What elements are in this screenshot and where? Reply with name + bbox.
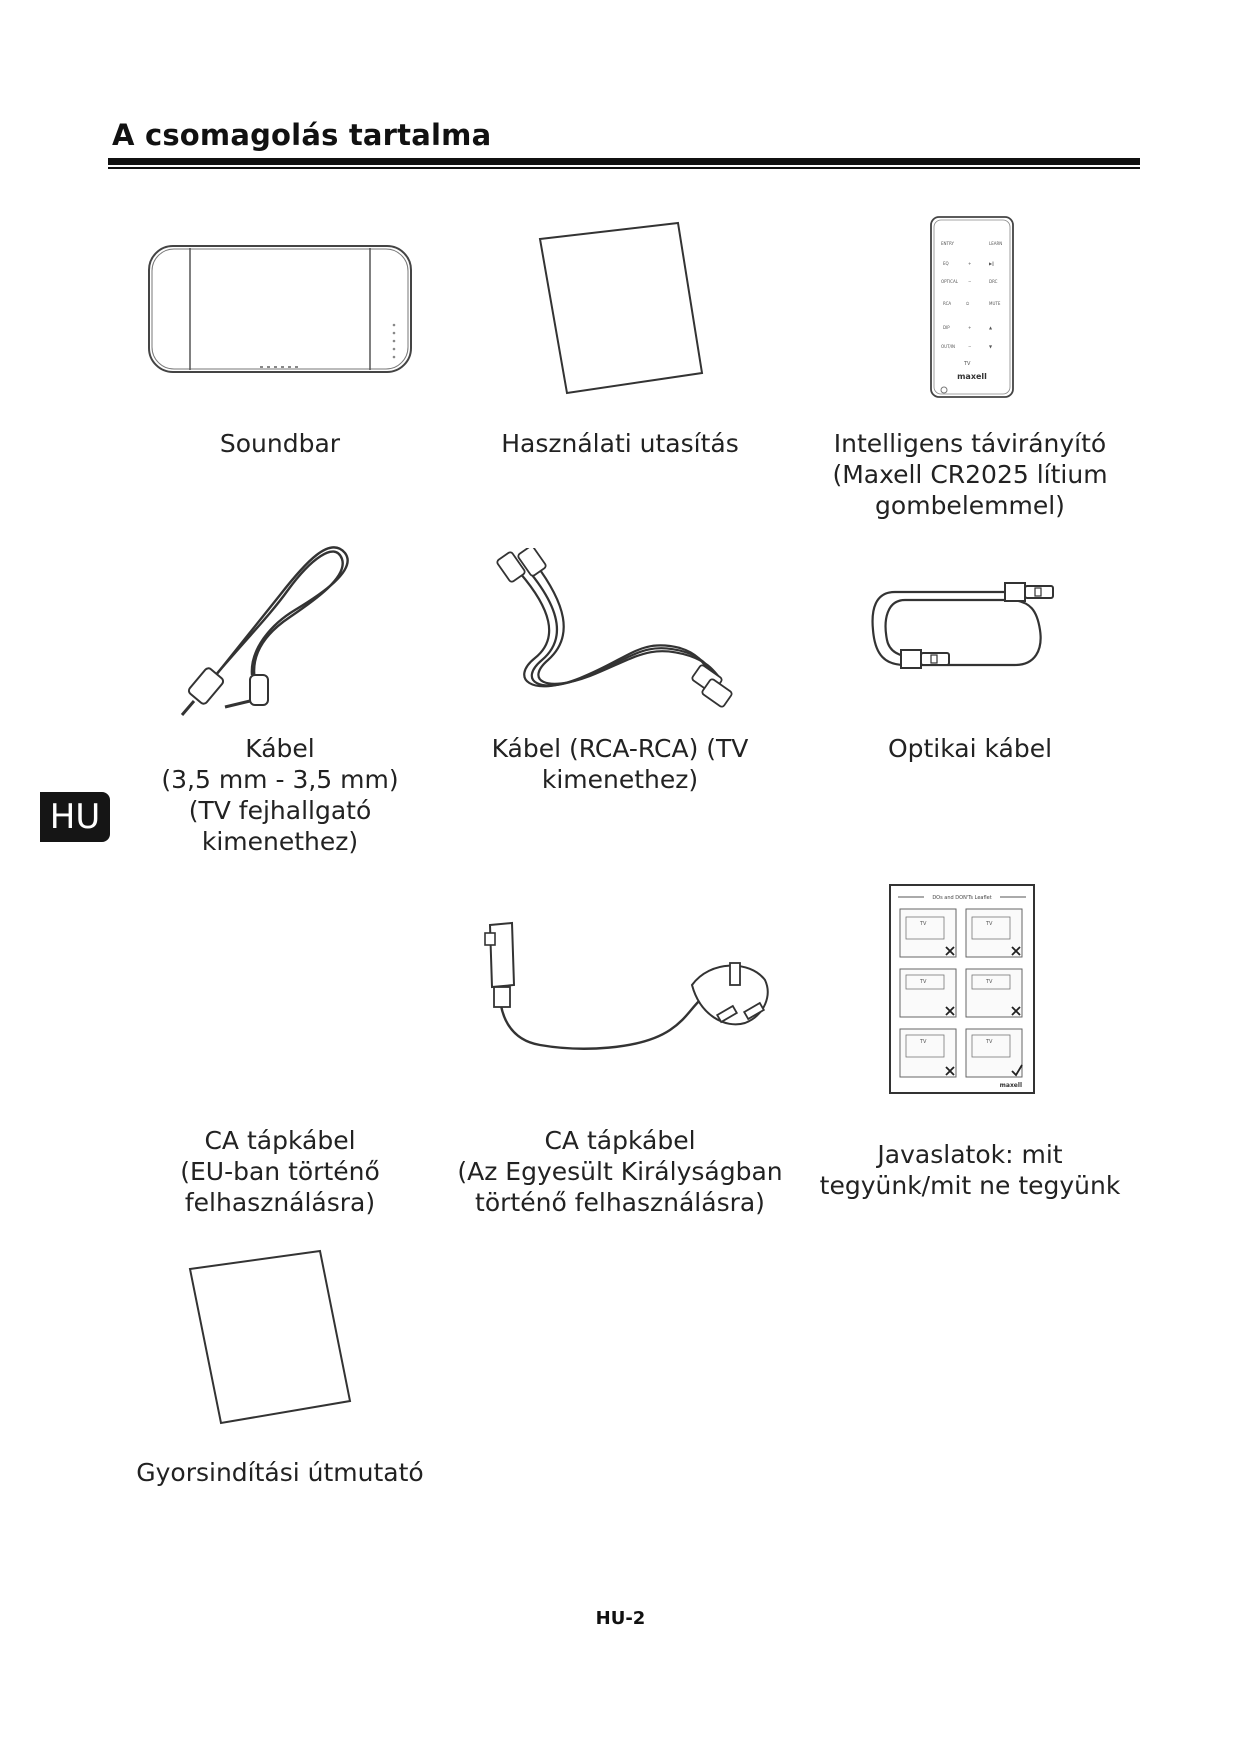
item-caption-rca-cable: Kábel (RCA-RCA) (TV kimenethez) bbox=[491, 734, 749, 794]
svg-text:OUT/IN: OUT/IN bbox=[941, 344, 956, 349]
svg-text:TV: TV bbox=[986, 979, 993, 985]
svg-text:TV: TV bbox=[920, 979, 927, 985]
svg-text:EQ: EQ bbox=[943, 261, 949, 266]
item-caption-eu-power-cable: CA tápkábel (EU-ban történő felhasználásra) bbox=[180, 1126, 380, 1217]
svg-text:ENTRY: ENTRY bbox=[941, 241, 954, 246]
uk-power-cable-illustration bbox=[480, 915, 780, 1065]
svg-text:TV: TV bbox=[986, 921, 993, 927]
item-caption-manual: Használati utasítás bbox=[501, 429, 739, 458]
svg-text:TV: TV bbox=[986, 1039, 993, 1045]
svg-text:RCA: RCA bbox=[943, 301, 952, 306]
svg-text:TV: TV bbox=[920, 1039, 927, 1045]
soundbar-illustration bbox=[140, 235, 420, 385]
item-caption-optical-cable: Optikai kábel bbox=[887, 734, 1053, 763]
remote-brand-logo: maxell bbox=[957, 372, 987, 381]
language-tab: HU bbox=[40, 792, 110, 842]
manual-sheet-illustration bbox=[530, 215, 710, 395]
remote-tv-label: TV bbox=[964, 361, 971, 367]
page-number: HU-2 bbox=[595, 1608, 646, 1629]
dos-donts-leaflet-illustration bbox=[888, 883, 1036, 1095]
svg-text:▲: ▲ bbox=[989, 325, 993, 330]
leaflet-brand-logo: maxell bbox=[999, 1082, 1022, 1089]
leaflet-header: DOs and DON'Ts Leaflet bbox=[932, 895, 992, 901]
svg-text:TV: TV bbox=[920, 921, 927, 927]
svg-text:DRC: DRC bbox=[989, 279, 998, 284]
svg-text:OPTICAL: OPTICAL bbox=[941, 279, 958, 284]
remote-control-illustration bbox=[925, 213, 1020, 403]
svg-text:MUTE: MUTE bbox=[989, 301, 1001, 306]
rca-cable-illustration bbox=[490, 548, 740, 708]
svg-text:+: + bbox=[968, 261, 972, 266]
svg-text:⏻: ⏻ bbox=[966, 301, 970, 306]
aux-cable-illustration bbox=[170, 525, 370, 725]
item-caption-dos-donts: Javaslatok: mit tegyünk/mit ne tegyünk bbox=[819, 1140, 1121, 1200]
svg-text:−: − bbox=[968, 344, 972, 349]
page-title: A csomagolás tartalma bbox=[112, 118, 492, 152]
optical-cable-illustration bbox=[865, 570, 1065, 685]
title-rule bbox=[108, 158, 1140, 165]
svg-text:+: + bbox=[968, 325, 972, 330]
item-caption-quick-start: Gyorsindítási útmutató bbox=[136, 1458, 424, 1487]
item-caption-soundbar: Soundbar bbox=[219, 429, 341, 458]
item-caption-uk-power-cable: CA tápkábel (Az Egyesült Királyságban történő felhasználásra) bbox=[457, 1126, 783, 1217]
svg-text:▼: ▼ bbox=[989, 344, 993, 349]
svg-text:▶‖: ▶‖ bbox=[989, 261, 995, 266]
title-rule-thin bbox=[108, 167, 1140, 169]
svg-text:−: − bbox=[968, 279, 972, 284]
item-caption-remote: Intelligens távirányító (Maxell CR2025 lítium gombelemmel) bbox=[832, 429, 1108, 520]
svg-text:DIP: DIP bbox=[943, 325, 950, 330]
item-caption-aux-cable: Kábel (3,5 mm - 3,5 mm) (TV fejhallgató kimenethez) bbox=[161, 734, 399, 856]
svg-text:LEARN: LEARN bbox=[989, 241, 1003, 246]
quick-start-sheet-illustration bbox=[185, 1245, 360, 1430]
